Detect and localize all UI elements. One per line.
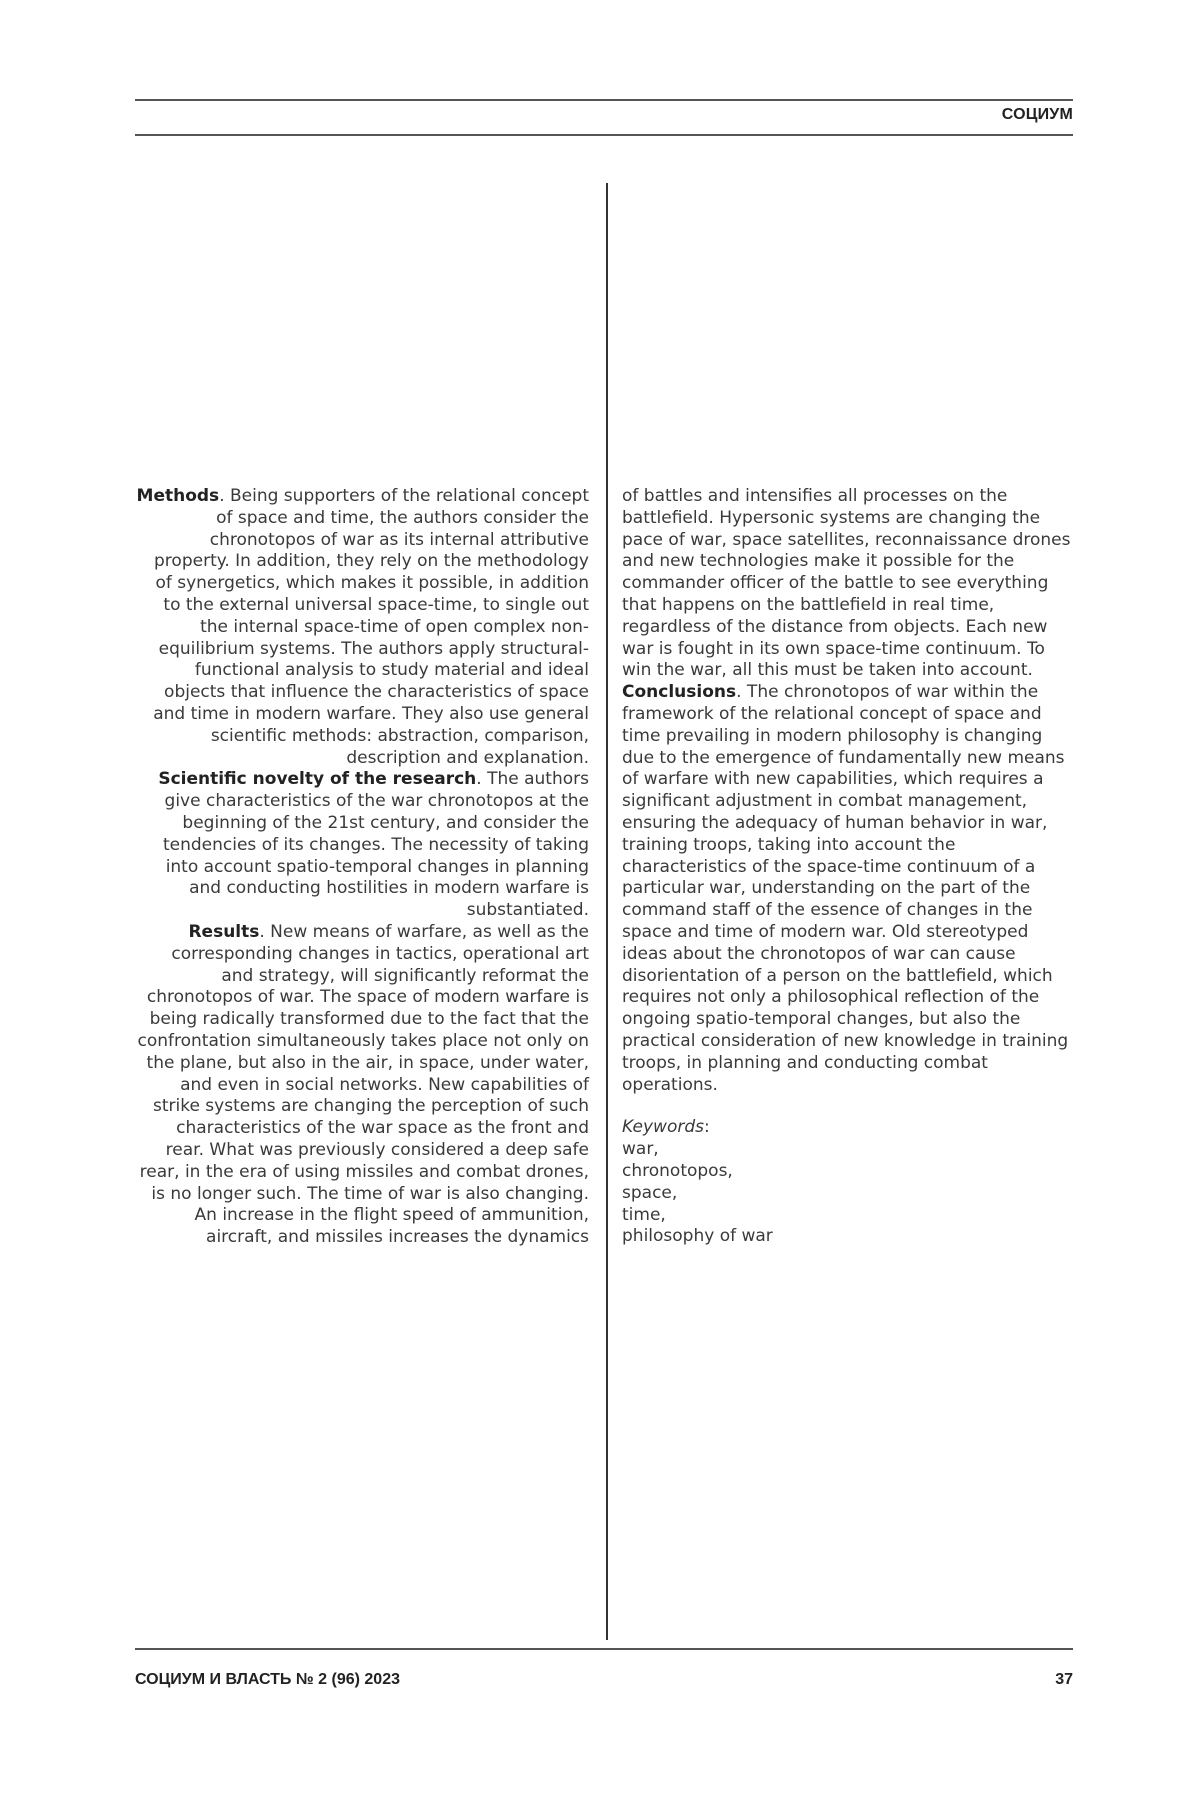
keyword-item: chronotopos, [622, 1160, 733, 1181]
novelty-paragraph [135, 769, 589, 922]
novelty-text: . The authors give characteristics of the war chronotopos at the beginning of the 21st century, and consider the tendencies of its changes. The necessity of taking into account spatio-temporal changes in planning and conducting hostilities in modern warfare is substantiated. [162, 769, 589, 921]
conclusions-paragraph [622, 682, 1074, 1096]
keyword-item: philosophy of war [622, 1226, 773, 1247]
conclusions-text: . The chronotopos of war within the framework of the relational concept of space and time prevailing in modern philosophy is changing due to the emergence of fundamentally new means of warfare with new capabilities, which requires a significant adjustment in combat management, ensuring the adequacy of human behavior in war, training troops, taking into account the characteristics of the space-time continuum of a particular war, understanding on the part of the command staff of the essence of changes in the space and time of modern war. Old stereotyped ideas about the chronotopos of war can cause disorientation of a person on the battlefield, which requires not only a philosophical reflection of the ongoing spatio-temporal changes, but also the practical consideration of new knowledge in training troops, in planning and conducting combat operations. [622, 682, 1069, 1095]
conclusions-label: Conclusions [622, 682, 737, 703]
right-column [622, 486, 1074, 1248]
page-number: 37 [1055, 1671, 1073, 1688]
methods-text: . Being supporters of the relational concept of space and time, the authors consider the chronotopos of war as its internal attributive property. In addition, they rely on the methodology of synergetics, which makes it possible, in addition to the external universal space-time, to single out the internal space-time of open complex non-equilibrium systems. The authors apply structural-functional analysis to study material and ideal objects that influence the characteristics of space and time in modern warfare. They also use general scientific methods: abstraction, comparison, description and explanation. [153, 486, 589, 768]
results-text: . New means of warfare, as well as the corresponding changes in tactics, operational art and strategy, will significantly reformat the chronotopos of war. The space of modern warfare is being radically transformed due to the fact that the confrontation simultaneously takes place not only on the plane, but also in the air, in space, under water, and even in social networks. New capabilities of strike systems are changing the perception of such characteristics of the war space as the front and rear. What was previously considered a deep safe rear, in the era of using missiles and combat drones, is no longer such. The time of war is also changing. An increase in the flight speed of ammunition, aircraft, and missiles increases the dynamics [137, 921, 589, 1248]
results-paragraph [135, 922, 589, 1249]
keywords-heading: Keywords [622, 1117, 705, 1138]
novelty-label: Scientific novelty of the research [158, 769, 477, 790]
results-continued-paragraph: of battles and intensifies all processes on the battlefield. Hypersonic systems are changing the pace of war, space satellites, reconnaissance drones and new technologies make it possible for the commander officer of the battle to see everything that happens on the battlefield in real time, regardless of the distance from objects. Each new war is fought in its own space-time continuum. To win the war, all this must be taken into account. [622, 486, 1071, 681]
footer-rule [135, 1648, 1073, 1650]
running-title: СОЦИУМ [1001, 106, 1073, 123]
column-divider [606, 183, 608, 1640]
keyword-item: time, [622, 1204, 666, 1225]
footer-journal: СОЦИУМ И ВЛАСТЬ № 2 (96) 2023 [135, 1671, 400, 1688]
results-label: Results [188, 921, 260, 942]
methods-label: Methods [136, 486, 220, 506]
keyword-item: war, [622, 1139, 659, 1160]
keywords-block [622, 1117, 1074, 1248]
keywords-colon: : [704, 1117, 710, 1138]
left-column [135, 486, 589, 1249]
header-top-rule [135, 99, 1073, 101]
methods-paragraph [135, 486, 589, 769]
header-bottom-rule [135, 134, 1073, 136]
keyword-item: space, [622, 1182, 678, 1203]
